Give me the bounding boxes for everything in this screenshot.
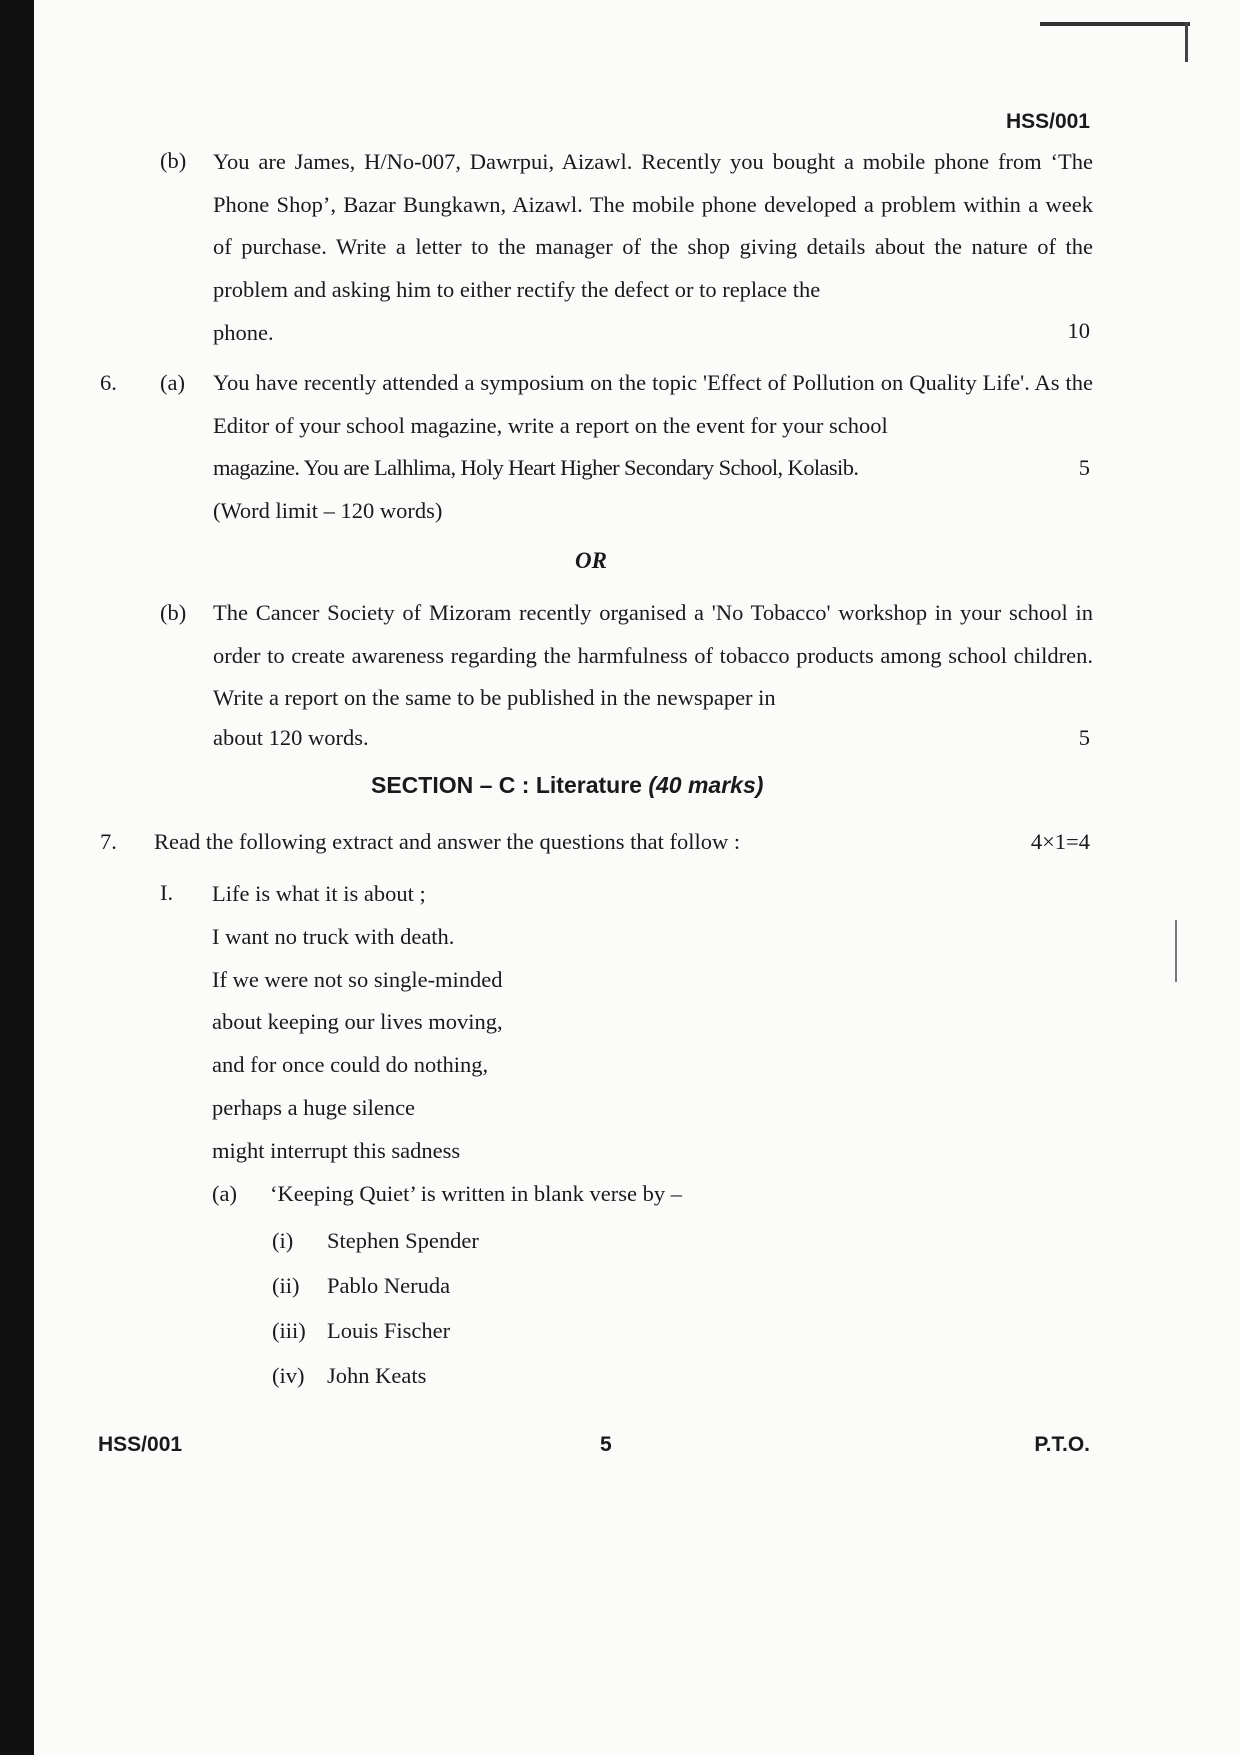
scan-shadow-edge [0, 0, 34, 1755]
section-c-title: SECTION – C : Literature [371, 772, 642, 798]
q7-marks: 4×1=4 [1030, 829, 1090, 854]
q6a-text: You have recently attended a symposium on the topic 'Effect of Pollution on Quality Life'. As the Editor of your school magazine, write a report on the event for your school [213, 370, 1093, 438]
q5b-label: (b) [160, 148, 187, 173]
q6b-text: The Cancer Society of Mizoram recently organised a 'No Tobacco' workshop in your school in order to create awareness regarding the harmfulness of tobacco products among school children. Write a report on the same to be published in the newspaper in [213, 600, 1093, 710]
page-number: 5 [600, 1433, 612, 1456]
poem-line: might interrupt this sadness [212, 1137, 461, 1163]
q7-number: 7. [100, 829, 117, 854]
section-c-heading [371, 772, 763, 799]
q7a-question: ‘Keeping Quiet’ is written in blank verse by – [270, 1181, 682, 1206]
poem-line: Life is what it is about ; [212, 881, 426, 906]
option-text: John Keats [327, 1363, 427, 1388]
q7a-label: (a) [212, 1181, 237, 1206]
poem-line: I want no truck with death. [212, 923, 455, 949]
poem-line: perhaps a huge silence [212, 1094, 416, 1120]
please-turn-over: P.T.O. [1034, 1433, 1090, 1456]
option-number: (i) [272, 1228, 294, 1253]
or-divider: OR [575, 548, 607, 573]
q5b-marks: 10 [1067, 318, 1090, 343]
q6b-last-line: about 120 words. [213, 725, 369, 750]
option-text: Stephen Spender [327, 1228, 479, 1253]
option-number: (iii) [272, 1318, 306, 1343]
scan-mark-side [1175, 920, 1177, 982]
q6a-marks: 5 [1078, 455, 1090, 480]
section-c-marks: (40 marks) [648, 772, 764, 798]
option-text: Pablo Neruda [327, 1273, 451, 1298]
header-paper-code: HSS/001 [1005, 110, 1090, 133]
option-number: (ii) [272, 1273, 300, 1298]
scan-mark-tick [1185, 22, 1188, 62]
poem-line: about keeping our lives moving, [212, 1009, 503, 1035]
option-text: Louis Fischer [327, 1318, 451, 1343]
poem-line: and for once could do nothing, [212, 1052, 489, 1078]
q6-number: 6. [100, 370, 117, 395]
poem-line: If we were not so single-minded [212, 966, 503, 992]
q6b-marks: 5 [1078, 725, 1090, 750]
q6a-label: (a) [160, 370, 185, 395]
q6a-word-limit: (Word limit – 120 words) [213, 498, 443, 523]
option-number: (iv) [272, 1363, 305, 1388]
q7-extract-label: I. [160, 880, 174, 905]
q6b-label: (b) [160, 600, 187, 625]
q5b-last-line: phone. [213, 320, 274, 345]
q5b-text: You are James, H/No-007, Dawrpui, Aizawl. Recently you bought a mobile phone from ‘The Phone Shop’, Bazar Bungkawn, Aizawl. The mobile phone developed a problem within a week of purchase. Write a letter to the manager of the shop giving details about the nature of the problem and asking him to either rectify the defect or to replace the [213, 149, 1093, 302]
footer-paper-code: HSS/001 [98, 1433, 183, 1456]
q6a-last-line: magazine. You are Lalhlima, Holy Heart Higher Secondary School, Kolasib. [213, 455, 859, 480]
q7-instruction: Read the following extract and answer the questions that follow : [154, 829, 741, 854]
scan-mark-top [1040, 22, 1190, 26]
poem-extract [212, 873, 503, 1173]
